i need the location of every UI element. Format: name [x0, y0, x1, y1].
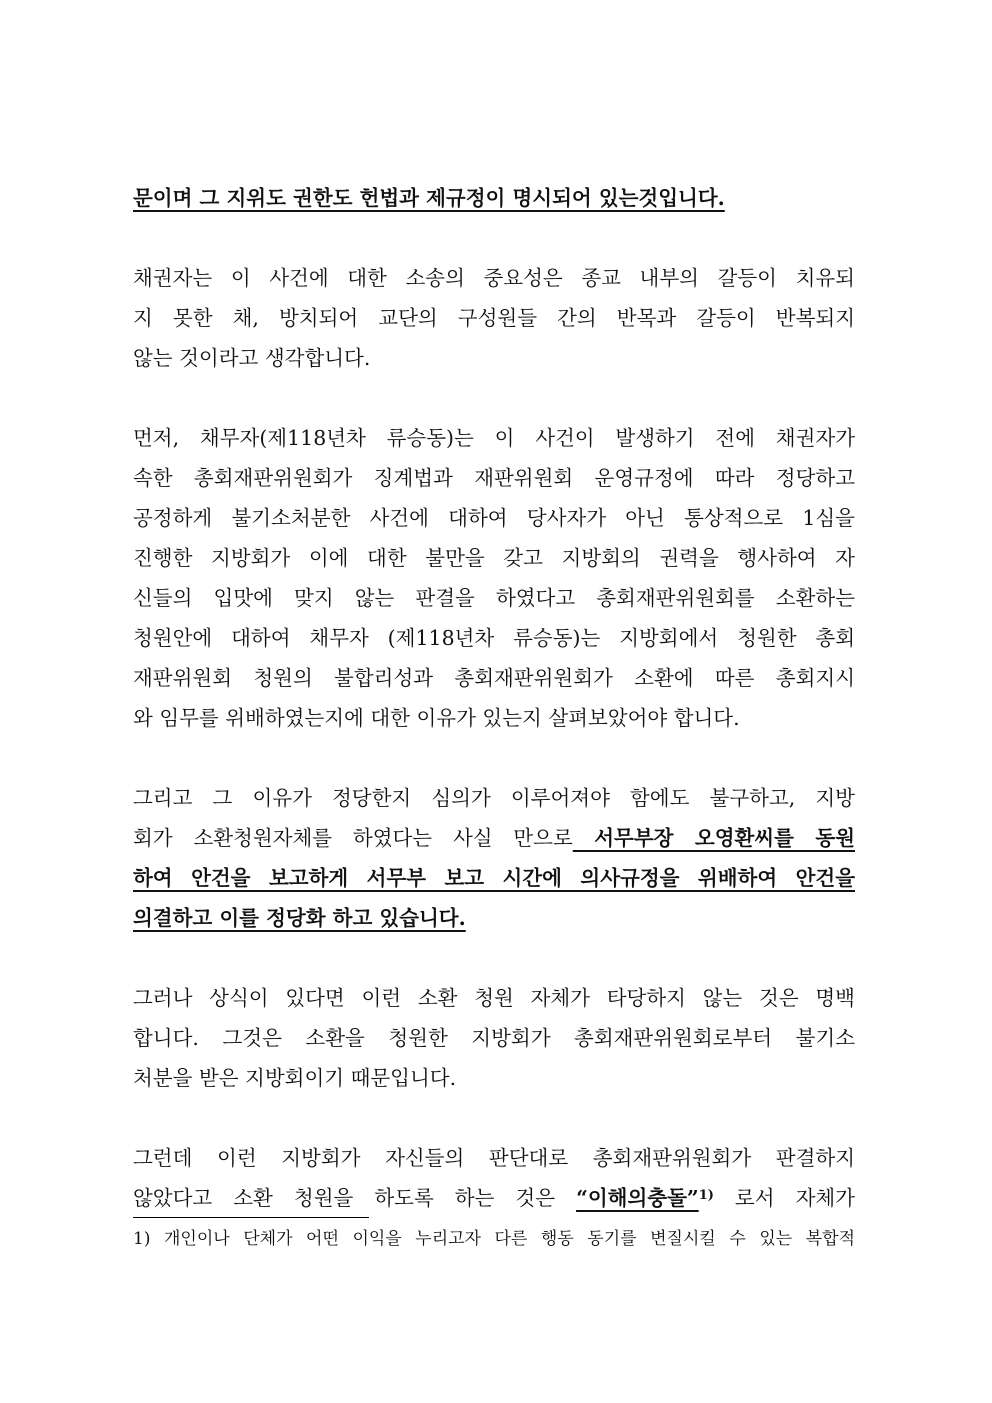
conflict-of-interest-term: “이해의충돌”: [576, 1186, 699, 1210]
paragraph-3-line-4: 의결하고 이를 정당화 하고 있습니다.: [133, 906, 466, 930]
paragraph-2-line: 신들의 입맛에 맞지 않는 판결을 하였다고 총회재판위원회를 소환하는: [133, 586, 855, 610]
paragraph-5-line-2-plain: 않았다고 소환 청원을 하도록 하는 것은: [133, 1186, 577, 1210]
paragraph-5: [133, 1138, 855, 1218]
paragraph-3-line-2: [133, 818, 855, 858]
paragraph-5-line-2: [133, 1178, 855, 1218]
paragraph-2-line: 공정하게 불기소처분한 사건에 대하여 당사자가 아닌 통상적으로 1심을: [133, 506, 855, 530]
paragraph-4: [133, 978, 855, 1098]
document-body: [133, 178, 855, 1218]
paragraph-3-line-2-plain: 회가 소환청원자체를 하였다는 사실 만으로: [133, 826, 573, 850]
paragraph-3-line-1: 그리고 그 이유가 정당한지 심의가 이루어져야 함에도 불구하고, 지방: [133, 786, 855, 810]
paragraph-1: [133, 258, 855, 378]
paragraph-5-line-2-tail: 로서 자체가: [713, 1186, 855, 1210]
paragraph-3-line-3: 하여 안건을 보고하게 서무부 보고 시간에 의사규정을 위배하여 안건을: [133, 866, 855, 890]
paragraph-5-line-1: 그런데 이런 지방회가 자신들의 판단대로 총회재판위원회가 판결하지: [133, 1146, 855, 1170]
paragraph-2-line: 진행한 지방회가 이에 대한 불만을 갖고 지방회의 권력을 행사하여 자: [133, 546, 855, 570]
paragraph-2: [133, 418, 855, 738]
paragraph-2-line: 청원안에 대하여 채무자 (제118년차 류승동)는 지방회에서 청원한 총회: [133, 626, 855, 650]
footnote-divider: [133, 1217, 369, 1218]
paragraph-4-line: 처분을 받은 지방회이기 때문입니다.: [133, 1066, 457, 1090]
footnote-reference[interactable]: 1): [698, 1188, 714, 1203]
paragraph-1-line: 않는 것이라고 생각합니다.: [133, 346, 371, 370]
paragraph-1-line: 채권자는 이 사건에 대한 소송의 중요성은 종교 내부의 갈등이 치유되: [133, 266, 855, 290]
paragraph-2-line: 와 임무를 위배하였는지에 대한 이유가 있는지 살펴보았어야 합니다.: [133, 706, 740, 730]
paragraph-3-line-2-emphasis: 서무부장 오영환씨를 동원: [572, 826, 855, 850]
footnote-text: 1) 개인이나 단체가 어떤 이익을 누리고자 다른 행동 동기를 변질시킬 수 있는 복합적: [133, 1229, 855, 1249]
paragraph-4-line: 합니다. 그것은 소환을 청원한 지방회가 총회재판위원회로부터 불기소: [133, 1026, 855, 1050]
paragraph-2-line: 재판위원회 청원의 불합리성과 총회재판위원회가 소환에 따른 총회지시: [133, 666, 855, 690]
paragraph-4-line: 그러나 상식이 있다면 이런 소환 청원 자체가 타당하지 않는 것은 명백: [133, 986, 855, 1010]
paragraph-3: [133, 778, 855, 938]
paragraph-2-line: 먼저, 채무자(제118년차 류승동)는 이 사건이 발생하기 전에 채권자가: [133, 426, 855, 450]
paragraph-2-line: 속한 총회재판위원회가 징계법과 재판위원회 운영규정에 따라 정당하고: [133, 466, 855, 490]
paragraph-1-line: 지 못한 채, 방치되어 교단의 구성원들 간의 반목과 갈등이 반복되지: [133, 306, 855, 330]
paragraph-0-line-1: 문이며 그 지위도 권한도 헌법과 제규정이 명시되어 있는것입니다.: [133, 186, 725, 210]
